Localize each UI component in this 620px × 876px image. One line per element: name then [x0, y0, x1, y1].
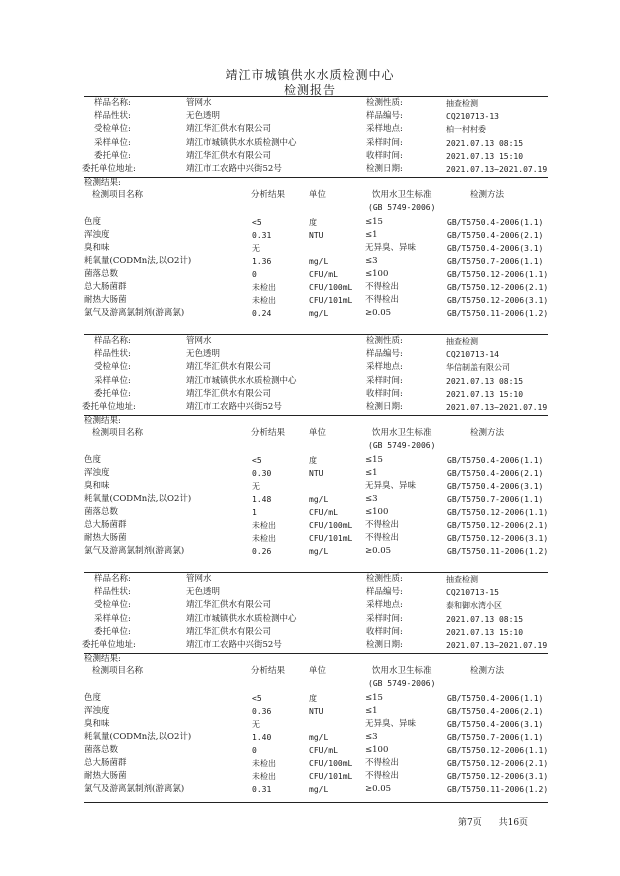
table-row-item: 色度 [84, 693, 102, 704]
value-test-date: 2021.07.13~2021.07.19 [446, 641, 548, 650]
label-client-address: 委托单位地址: [82, 402, 136, 412]
table-row-method: GB/T5750.4-2006(1.1) [447, 218, 544, 228]
label-client-address: 委托单位地址: [82, 640, 136, 650]
table-row-item: 总大肠菌群 [84, 281, 127, 292]
table-row-item: 氯气及游离氯制剂(游离氯) [84, 307, 185, 318]
label-test-date: 检测日期: [366, 402, 403, 412]
table-row-unit: NTU [309, 231, 324, 241]
col-header-result: 分析结果 [251, 190, 286, 201]
table-row-standard: ≤1 [365, 706, 378, 717]
table-row-result: 无 [252, 244, 260, 253]
table-row-standard: ≤1 [365, 468, 378, 479]
table-row-method: GB/T5750.7-2006(1.1) [447, 494, 544, 504]
results-label: 检测结果: [84, 654, 121, 665]
table-row-item: 总大肠菌群 [84, 757, 127, 768]
label-sampling-site: 采样地点: [366, 362, 403, 373]
table-row-item: 菌落总数 [84, 506, 119, 517]
table-row-result: 未检出 [252, 533, 276, 543]
divider-line [84, 177, 548, 178]
label-sample-character: 样品性状: [94, 587, 131, 598]
table-row-unit: mg/L [309, 494, 329, 504]
table-row-method: GB/T5750.12-2006(3.1) [447, 533, 549, 543]
table-row-method: GB/T5750.7-2006(1.1) [447, 256, 544, 266]
table-row-result: 1.48 [252, 494, 272, 504]
value-client-address: 靖江市工农路中兴街52号 [186, 640, 282, 650]
table-row-standard: ≤100 [365, 268, 389, 279]
col-header-standard-code: (GB 5749-2006) [368, 203, 436, 213]
table-row-method: GB/T5750.4-2006(2.1) [447, 231, 544, 241]
table-row-result: 未检出 [252, 520, 276, 530]
table-row-result: 未检出 [252, 282, 276, 292]
value-test-date: 2021.07.13~2021.07.19 [446, 403, 548, 412]
doc-title: 检测报告 [283, 83, 336, 97]
table-row-result: 无 [252, 482, 260, 491]
label-sampling-time: 采样时间: [366, 613, 403, 624]
label-test-date: 检测日期: [366, 640, 403, 650]
table-row-standard: 无异臭、异味 [365, 719, 417, 729]
col-header-unit: 单位 [309, 428, 327, 439]
label-test-date: 检测日期: [366, 164, 403, 174]
label-sample-name: 样品名称: [94, 98, 131, 108]
label-sample-character: 样品性状: [94, 349, 131, 360]
label-inspection-nature: 检测性质: [366, 574, 403, 584]
table-row-item: 色度 [84, 455, 102, 466]
table-row-item: 氯气及游离氯制剂(游离氯) [84, 783, 185, 794]
table-row-unit: 度 [309, 456, 317, 466]
value-inspection-nature: 抽查检测 [446, 99, 478, 108]
value-sample-no: CQ210713-15 [446, 588, 499, 598]
col-header-standard-code: (GB 5749-2006) [368, 679, 436, 689]
table-row-result: 未检出 [252, 771, 276, 781]
label-entrusted-unit: 受检单位: [94, 362, 131, 373]
table-row-unit: 度 [309, 218, 317, 228]
divider-line [84, 334, 548, 335]
value-receive-time: 2021.07.13 15:10 [446, 151, 524, 161]
col-header-unit: 单位 [309, 190, 327, 201]
col-header-item: 检测项目名称 [92, 666, 144, 677]
value-sample-name: 管网水 [186, 98, 212, 108]
label-entrusted-unit: 受检单位: [94, 600, 131, 611]
value-client-unit: 靖江华汇供水有限公司 [186, 388, 272, 399]
table-row-method: GB/T5750.12-2006(3.1) [447, 295, 549, 305]
table-row-method: GB/T5750.12-2006(2.1) [447, 282, 549, 292]
label-sampling-time: 采样时间: [366, 137, 403, 148]
value-sampling-time: 2021.07.13 08:15 [446, 376, 524, 386]
table-row-standard: ≤100 [365, 744, 389, 755]
col-header-unit: 单位 [309, 666, 327, 677]
table-row-standard: ≤1 [365, 230, 378, 241]
table-row-item: 浑浊度 [84, 468, 110, 479]
divider-line [84, 802, 548, 803]
label-receive-time: 收样时间: [366, 150, 403, 161]
value-sampling-time: 2021.07.13 08:15 [446, 138, 524, 148]
table-row-item: 浑浊度 [84, 230, 110, 241]
table-row-result: 1.36 [252, 256, 272, 266]
table-row-unit: mg/L [309, 784, 329, 794]
table-row-method: GB/T5750.12-2006(2.1) [447, 758, 549, 768]
col-header-method: 检测方法 [470, 666, 505, 677]
value-sampling-unit: 靖江市城镇供水水质检测中心 [186, 137, 297, 148]
table-row-item: 总大肠菌群 [84, 519, 127, 530]
table-row-unit: CFU/101mL [309, 533, 353, 543]
page-footer [458, 815, 542, 828]
col-header-result: 分析结果 [251, 666, 286, 677]
table-row-standard: 无异臭、异味 [365, 481, 417, 491]
page-total: 共16页 [498, 818, 529, 828]
value-sample-character: 无色透明 [186, 349, 221, 360]
table-row-unit: mg/L [309, 732, 329, 742]
table-row-method: GB/T5750.7-2006(1.1) [447, 732, 544, 742]
table-row-item: 耗氧量(CODMn法,以O2计) [84, 255, 192, 266]
value-sample-character: 无色透明 [186, 587, 221, 598]
table-row-result: 0.24 [252, 308, 272, 318]
table-row-unit: CFU/100mL [309, 282, 353, 292]
divider-line [84, 653, 548, 654]
table-row-result: <5 [252, 218, 262, 228]
table-row-item: 浑浊度 [84, 706, 110, 717]
label-sample-name: 样品名称: [94, 574, 131, 584]
table-row-item: 菌落总数 [84, 268, 119, 279]
label-sample-name: 样品名称: [94, 336, 131, 346]
table-row-item: 臭和味 [84, 243, 110, 253]
table-row-standard: 无异臭、异味 [365, 243, 417, 253]
label-inspection-nature: 检测性质: [366, 336, 403, 346]
col-header-standard: 饮用水卫生标准 [372, 666, 432, 677]
table-row-item: 色度 [84, 217, 102, 228]
label-client-unit: 委托单位: [94, 388, 131, 399]
table-row-standard: ≥0.05 [365, 783, 392, 794]
col-header-method: 检测方法 [470, 190, 505, 201]
table-row-item: 臭和味 [84, 481, 110, 491]
table-row-unit: CFU/101mL [309, 771, 353, 781]
value-sample-no: CQ210713-14 [446, 350, 499, 360]
label-client-address: 委托单位地址: [82, 164, 136, 174]
col-header-standard: 饮用水卫生标准 [372, 428, 432, 439]
value-entrusted-unit: 靖江华汇供水有限公司 [186, 124, 272, 135]
table-row-method: GB/T5750.4-2006(3.1) [447, 720, 544, 729]
table-row-standard: 不得检出 [365, 757, 400, 768]
label-sampling-site: 采样地点: [366, 124, 403, 135]
table-row-unit: CFU/101mL [309, 295, 353, 305]
col-header-result: 分析结果 [251, 428, 286, 439]
table-row-result: 1 [252, 507, 257, 517]
table-row-item: 氯气及游离氯制剂(游离氯) [84, 545, 185, 556]
label-receive-time: 收样时间: [366, 626, 403, 637]
table-row-standard: 不得检出 [365, 519, 400, 530]
value-receive-time: 2021.07.13 15:10 [446, 627, 524, 637]
value-inspection-nature: 抽查检测 [446, 337, 478, 346]
table-row-standard: ≤3 [365, 731, 378, 742]
table-row-method: GB/T5750.4-2006(3.1) [447, 244, 544, 253]
value-sampling-site: 华信制盖有限公司 [446, 363, 510, 373]
table-row-method: GB/T5750.4-2006(2.1) [447, 469, 544, 479]
value-inspection-nature: 抽查检测 [446, 575, 478, 584]
table-row-unit: mg/L [309, 308, 329, 318]
table-row-method: GB/T5750.4-2006(2.1) [447, 707, 544, 717]
table-row-item: 耐热大肠菌 [84, 770, 127, 781]
label-sample-no: 样品编号: [366, 587, 403, 598]
table-row-method: GB/T5750.12-2006(3.1) [447, 771, 549, 781]
table-row-method: GB/T5750.12-2006(1.1) [447, 269, 549, 279]
label-inspection-nature: 检测性质: [366, 98, 403, 108]
table-row-method: GB/T5750.11-2006(1.2) [447, 784, 549, 794]
table-row-standard: ≤15 [365, 455, 383, 466]
table-row-result: <5 [252, 456, 262, 466]
label-sample-character: 样品性状: [94, 111, 131, 122]
value-sample-character: 无色透明 [186, 111, 221, 122]
table-row-result: 未检出 [252, 758, 276, 768]
table-row-item: 耐热大肠菌 [84, 294, 127, 305]
value-entrusted-unit: 靖江华汇供水有限公司 [186, 600, 272, 611]
table-row-result: 未检出 [252, 295, 276, 305]
value-sampling-site: 柏一村村委 [446, 125, 486, 135]
label-client-unit: 委托单位: [94, 150, 131, 161]
table-row-standard: ≤15 [365, 217, 383, 228]
table-row-standard: ≤15 [365, 693, 383, 704]
results-label: 检测结果: [84, 178, 121, 189]
table-row-method: GB/T5750.4-2006(3.1) [447, 482, 544, 491]
table-row-unit: NTU [309, 707, 324, 717]
value-receive-time: 2021.07.13 15:10 [446, 389, 524, 399]
divider-line [84, 415, 548, 416]
col-header-item: 检测项目名称 [92, 428, 144, 439]
value-test-date: 2021.07.13~2021.07.19 [446, 165, 548, 174]
table-row-standard: ≥0.05 [365, 307, 392, 318]
table-row-unit: CFU/100mL [309, 758, 353, 768]
table-row-method: GB/T5750.12-2006(2.1) [447, 520, 549, 530]
divider-line [84, 572, 548, 573]
value-sample-no: CQ210713-13 [446, 112, 499, 122]
value-client-address: 靖江市工农路中兴街52号 [186, 402, 282, 412]
table-row-result: 0.31 [252, 784, 272, 794]
table-row-unit: CFU/100mL [309, 520, 353, 530]
value-sampling-unit: 靖江市城镇供水水质检测中心 [186, 613, 297, 624]
table-row-result: 无 [252, 720, 260, 729]
col-header-item: 检测项目名称 [92, 190, 144, 201]
table-row-unit: mg/L [309, 256, 329, 266]
table-row-result: 0.26 [252, 546, 272, 556]
label-receive-time: 收样时间: [366, 388, 403, 399]
table-row-result: 0 [252, 269, 257, 279]
label-sampling-unit: 采样单位: [94, 137, 131, 148]
table-row-unit: CFU/mL [309, 269, 338, 279]
table-row-item: 臭和味 [84, 719, 110, 729]
value-sampling-site: 泰和御水湾小区 [446, 601, 502, 611]
table-row-unit: 度 [309, 694, 317, 704]
table-row-item: 耗氧量(CODMn法,以O2计) [84, 493, 192, 504]
value-sampling-unit: 靖江市城镇供水水质检测中心 [186, 375, 297, 386]
table-row-standard: ≤3 [365, 493, 378, 504]
table-row-result: 0.30 [252, 469, 272, 479]
table-row-method: GB/T5750.4-2006(1.1) [447, 694, 544, 704]
label-sampling-time: 采样时间: [366, 375, 403, 386]
table-row-unit: CFU/mL [309, 507, 338, 517]
label-entrusted-unit: 受检单位: [94, 124, 131, 135]
table-row-unit: mg/L [309, 546, 329, 556]
value-sample-name: 管网水 [186, 336, 212, 346]
table-row-standard: ≤100 [365, 506, 389, 517]
table-row-result: 0.31 [252, 231, 272, 241]
table-row-result: 0.36 [252, 707, 272, 717]
col-header-standard: 饮用水卫生标准 [372, 190, 432, 201]
value-client-address: 靖江市工农路中兴街52号 [186, 164, 282, 174]
table-row-standard: ≥0.05 [365, 545, 392, 556]
table-row-method: GB/T5750.11-2006(1.2) [447, 546, 549, 556]
table-row-result: 1.40 [252, 732, 272, 742]
label-sample-no: 样品编号: [366, 349, 403, 360]
results-label: 检测结果: [84, 416, 121, 427]
table-row-standard: 不得检出 [365, 532, 400, 543]
table-row-method: GB/T5750.11-2006(1.2) [447, 308, 549, 318]
table-row-item: 耗氧量(CODMn法,以O2计) [84, 731, 192, 742]
table-row-method: GB/T5750.4-2006(1.1) [447, 456, 544, 466]
value-sampling-time: 2021.07.13 08:15 [446, 614, 524, 624]
table-row-method: GB/T5750.12-2006(1.1) [447, 507, 549, 517]
value-client-unit: 靖江华汇供水有限公司 [186, 150, 272, 161]
value-entrusted-unit: 靖江华汇供水有限公司 [186, 362, 272, 373]
label-sampling-unit: 采样单位: [94, 613, 131, 624]
table-row-standard: 不得检出 [365, 770, 400, 781]
value-client-unit: 靖江华汇供水有限公司 [186, 626, 272, 637]
table-row-standard: 不得检出 [365, 294, 400, 305]
table-row-standard: ≤3 [365, 255, 378, 266]
org-title: 靖江市城镇供水水质检测中心 [225, 68, 395, 82]
value-sample-name: 管网水 [186, 574, 212, 584]
col-header-standard-code: (GB 5749-2006) [368, 441, 436, 451]
table-row-standard: 不得检出 [365, 281, 400, 292]
table-row-item: 菌落总数 [84, 744, 119, 755]
table-row-method: GB/T5750.12-2006(1.1) [447, 745, 549, 755]
divider-line [84, 96, 548, 97]
table-row-unit: NTU [309, 469, 324, 479]
table-row-result: 0 [252, 745, 257, 755]
table-row-unit: CFU/mL [309, 745, 338, 755]
label-sampling-unit: 采样单位: [94, 375, 131, 386]
table-row-result: <5 [252, 694, 262, 704]
label-sample-no: 样品编号: [366, 111, 403, 122]
label-client-unit: 委托单位: [94, 626, 131, 637]
page-number: 第7页 [458, 818, 482, 828]
label-sampling-site: 采样地点: [366, 600, 403, 611]
table-row-item: 耐热大肠菌 [84, 532, 127, 543]
col-header-method: 检测方法 [470, 428, 505, 439]
